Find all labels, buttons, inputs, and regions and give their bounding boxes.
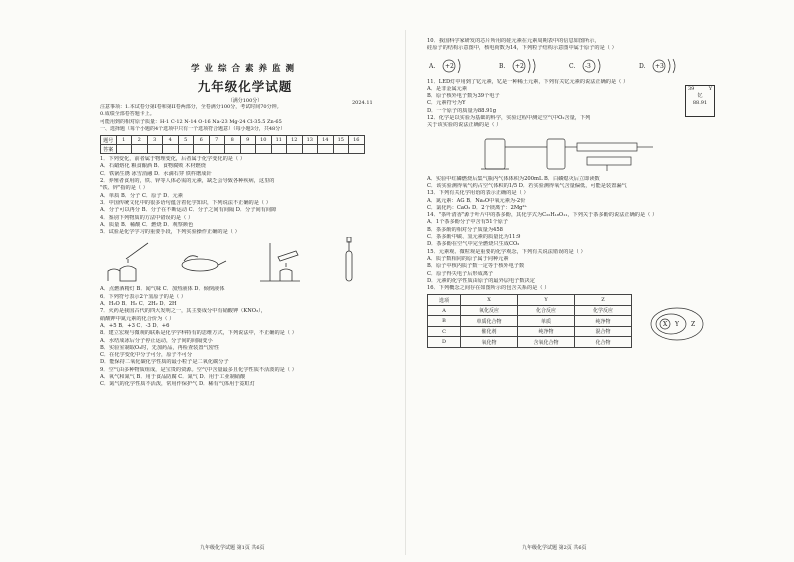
answer-number: 5 bbox=[178, 136, 194, 145]
question-line: A．质子数相同的原子属于同种元素 bbox=[427, 255, 509, 262]
question-line: A．氮元素：AG B．Na₂O中氧元素为-2价 bbox=[427, 197, 526, 204]
answer-table-label: 题号 bbox=[101, 136, 117, 145]
answer-cell[interactable] bbox=[271, 145, 287, 154]
answer-cell[interactable] bbox=[349, 145, 365, 154]
element-symbol: Y bbox=[708, 85, 712, 92]
questions-12-16 bbox=[427, 176, 717, 293]
question-line: 硅原子的结构示意图中，核电荷数为14，下列粒子结构示意图中属于原子的是（ ） bbox=[427, 45, 617, 52]
answer-cell[interactable] bbox=[194, 145, 210, 154]
answer-number: 1 bbox=[116, 136, 132, 145]
element-number: 39 bbox=[688, 85, 695, 92]
question-line: C．元素符号为Y bbox=[427, 100, 466, 107]
question-line: 2．养殖者食用的，铁、锌等人体必需的元素，缺乏会导致各种疾病，这里的 bbox=[100, 178, 275, 185]
question-line: C．该实验测得氧气约占空气体积的1/5 D．若实验测得氧气含量偏低，可能是装置漏气 bbox=[427, 182, 627, 189]
right-page bbox=[427, 38, 717, 553]
table-header-cell: Z bbox=[575, 295, 632, 306]
question-line: 8．建立宏观与微观的联系是化学学科特有的思维方式，下列说法中，不正确的是（ ） bbox=[100, 330, 297, 337]
question-line: 14．"茶叶清香"源于叶片中的茶多酚，其化学式为C₂₂H₁₈O₁₁，下列关于茶多酚的说法正确的是（ ） bbox=[427, 212, 658, 219]
oxygen-experiment-apparatus bbox=[427, 131, 717, 175]
ion-charge: +2 bbox=[445, 62, 454, 70]
question-line: 关于该实验的说法正确的是（ ） bbox=[427, 122, 502, 129]
venn-diagram bbox=[647, 304, 707, 344]
question-line: 12．化学是以实验为基础的科学，实验过程中测定空气中O₂含量，下列 bbox=[427, 115, 591, 122]
questions-1-5 bbox=[100, 156, 390, 236]
ion-charge: +3 bbox=[655, 62, 664, 70]
answer-number: 4 bbox=[163, 136, 179, 145]
question-line: C．氮气的化学性质不活泼，常用作保护气 D．稀有气体用于霓虹灯 bbox=[100, 381, 256, 388]
right-page-footer: 九年级化学试题 第2页 共6页 bbox=[522, 545, 587, 551]
question-line: "铁、锌"指的是（ ） bbox=[100, 185, 148, 192]
table-cell: A bbox=[428, 305, 461, 316]
question-line: A．石蜡熔化 粮食酿酒 B．食物腐败 木材燃烧 bbox=[100, 163, 206, 170]
answer-number: 6 bbox=[194, 136, 210, 145]
answer-cell[interactable] bbox=[287, 145, 303, 154]
answer-number: 12 bbox=[287, 136, 303, 145]
answer-cell[interactable] bbox=[132, 145, 148, 154]
ion-charge: -3 bbox=[585, 62, 591, 70]
table-cell: 化合反应 bbox=[518, 305, 575, 316]
answer-cell[interactable] bbox=[178, 145, 194, 154]
atomic-masses: 可能用到的相对原子质量：H-1 C-12 N-14 O-16 Na-23 Mg-24 Cl-35.5 Zn-65 bbox=[100, 118, 282, 125]
element-card-top bbox=[686, 86, 714, 93]
question-line: 7．火药是我国古代的四大发明之一，其主要成分中有硝酸钾（KNO₃）， bbox=[100, 308, 266, 315]
table-cell: 纯净物 bbox=[575, 316, 632, 327]
ion-charge: +2 bbox=[515, 62, 524, 70]
question-line: B．原子中核内质子数一定等于核外电子数 bbox=[427, 263, 525, 270]
question-line: 3．中国传统文化中的很多语句蕴含着化学知识，下列说法不正确的是（ ） bbox=[100, 199, 271, 206]
answer-cell[interactable] bbox=[163, 145, 179, 154]
answer-number: 15 bbox=[333, 136, 349, 145]
section-one-heading: 一、选择题（每个小题的4个选项中只有一个选项符合题意）（每小题3分，共48分） bbox=[100, 125, 286, 132]
table-row bbox=[428, 316, 632, 327]
answer-number: 16 bbox=[349, 136, 365, 145]
question-line: A．分子可以再分 B．分子在不断运动 C．分子之间有间隔 D．分子间有间隙 bbox=[100, 207, 277, 214]
answer-cell[interactable] bbox=[333, 145, 349, 154]
question-16-block bbox=[427, 294, 717, 348]
question-line: 9．空气由多种物质组成，是宝贵的资源。空气中含量最多且化学性质不活泼的是（ ） bbox=[100, 366, 297, 373]
question-line: 4．鉴别下列物质的方法中错误的是（ ） bbox=[100, 214, 194, 221]
table-cell: 催化剂 bbox=[461, 326, 518, 337]
answer-number: 2 bbox=[132, 136, 148, 145]
question-line: C．在化学变化中分子可分，原子不可分 bbox=[100, 352, 193, 359]
answer-number: 13 bbox=[302, 136, 318, 145]
question-line: B．实验室制取O₂时，先加药品，再检查装置气密性 bbox=[100, 344, 220, 351]
question-line: 硝酸钾中氮元素的化合价为（ ） bbox=[100, 315, 175, 322]
question-line: A．质量 B．稀酸 C．燃烧 D．观察颜色 bbox=[100, 221, 194, 228]
table-cell: C bbox=[428, 326, 461, 337]
notes-line-2: 0.成绩全部卷答题卡上。 bbox=[100, 111, 155, 118]
answer-number: 9 bbox=[240, 136, 256, 145]
answer-number: 7 bbox=[209, 136, 225, 145]
table-header-row bbox=[428, 295, 632, 306]
question-line: A．+5 B．+3 C．-3 D．+6 bbox=[100, 322, 170, 329]
question-line: D．茶多酚在空气中完全燃烧只生成CO₂ bbox=[427, 241, 520, 248]
table-cell: 含氧化合物 bbox=[518, 337, 575, 348]
question-line: 11．LED灯中用到了钇元素，钇是一种稀土元素，下列有关钇元素的说法正确的是（ ） bbox=[427, 78, 629, 85]
left-page bbox=[100, 38, 390, 553]
table-cell: B bbox=[428, 316, 461, 327]
question-line: D．一个原子的质量为88.91g bbox=[427, 107, 497, 114]
table-row bbox=[428, 305, 632, 316]
ion-option-label: B. bbox=[499, 62, 506, 70]
question-line: D．能保持二氧化碳化学性质的最小粒子是二氧化碳分子 bbox=[100, 359, 229, 366]
table-cell: D bbox=[428, 337, 461, 348]
ion-option-label: A. bbox=[429, 62, 436, 70]
table-header-cell: Y bbox=[518, 295, 575, 306]
table-cell: 单质 bbox=[518, 316, 575, 327]
atom-structure-diagrams bbox=[427, 53, 717, 79]
venn-label-z: Z bbox=[691, 321, 696, 329]
table-header-cell: X bbox=[461, 295, 518, 306]
table-cell: 混合物 bbox=[575, 326, 632, 337]
question-line: A．1个茶多酚分子中含有51个原子 bbox=[427, 219, 509, 226]
exam-title: 九年级化学试题 bbox=[197, 79, 293, 94]
answer-number: 8 bbox=[225, 136, 241, 145]
oxygen-experiment-figure bbox=[427, 131, 717, 175]
question-line: A．实验中红磷燃烧后集气瓶内气体体积为200mL B．白磷熄灭后立即读数 bbox=[427, 175, 600, 182]
question-line: C．原子得失电子后形成离子 bbox=[427, 270, 494, 277]
answer-row-label: 答案 bbox=[101, 145, 117, 154]
answer-number: 3 bbox=[147, 136, 163, 145]
left-page-footer: 九年级化学试题 第1页 共6页 bbox=[200, 545, 265, 551]
question-line: C．茶多酚中碳、氢元素的质量比为11:9 bbox=[427, 234, 521, 241]
exam-series-title: 学业综合素养监测 bbox=[190, 64, 299, 74]
table-cell: 单质化合物 bbox=[461, 316, 518, 327]
question-line: A．氧气和氮气 B．用于食品防腐 C．氮气 D．用于工业制硝酸 bbox=[100, 374, 246, 381]
question-line: B．茶多酚的相对分子质量为458 bbox=[427, 226, 503, 233]
score-note: （满分100分） bbox=[227, 98, 263, 104]
answer-cell[interactable] bbox=[147, 145, 163, 154]
question-line: 16．下列概念之间存在如图所示的包含关系的是（ ） bbox=[427, 285, 550, 292]
answer-number: 14 bbox=[318, 136, 334, 145]
element-card-yttrium bbox=[685, 85, 715, 117]
answer-cell[interactable] bbox=[256, 145, 272, 154]
question-line: C．氯化钙：CaO₂ D．2个镁离子：2Mg²⁺ bbox=[427, 204, 528, 211]
atom-structure-options bbox=[427, 53, 717, 79]
ion-option-label: C. bbox=[569, 62, 576, 70]
table-cell: 化学反应 bbox=[575, 305, 632, 316]
lab-operations-figure bbox=[100, 237, 390, 285]
question-line: A．单质 B．分子 C．原子 D．元素 bbox=[100, 192, 183, 199]
table-row bbox=[428, 337, 632, 348]
element-name: 钇 bbox=[697, 92, 703, 99]
question-line: 5．试验是化学学习的重要手段，下列实验操作正确的是（ ） bbox=[100, 229, 240, 236]
venn-label-x: X bbox=[663, 321, 668, 329]
exam-date: 2024.11 bbox=[352, 100, 373, 106]
answer-cell[interactable] bbox=[225, 145, 241, 154]
fold-line bbox=[405, 30, 406, 555]
ion-option-label: D. bbox=[639, 62, 646, 70]
answer-table-number-row bbox=[101, 136, 365, 145]
table-header-cell: 选项 bbox=[428, 295, 461, 306]
notes-line-1: 注意事项：1.本试卷分第I卷和第II卷两部分，全卷满分100分，考试时间70分钟。 bbox=[100, 104, 282, 110]
question-line: A．H₂O B．H₂ C．2H₂ D．2H bbox=[100, 301, 177, 308]
answer-cell[interactable] bbox=[240, 145, 256, 154]
answer-number: 11 bbox=[271, 136, 287, 145]
question-line: B．原子核外电子数为39个电子 bbox=[427, 93, 500, 100]
answer-number: 10 bbox=[256, 136, 272, 145]
question-line: D．元素的化学性质由原子的最外层电子数决定 bbox=[427, 277, 535, 284]
questions-5-9 bbox=[100, 286, 390, 388]
table-cell: 氧化物 bbox=[461, 337, 518, 348]
question-line: A．是非金属元素 bbox=[427, 85, 468, 92]
answer-cell[interactable] bbox=[116, 145, 132, 154]
question-line: 1．下列变化，前者属于物理变化，后者属于化学变化的是（ ） bbox=[100, 156, 246, 163]
question-line: 6．下列符号表示2个氢原子的是（ ） bbox=[100, 293, 187, 300]
table-row bbox=[428, 326, 632, 337]
lab-operations-illustration bbox=[100, 237, 390, 285]
answer-cell[interactable] bbox=[318, 145, 334, 154]
element-mass: 88.91 bbox=[692, 99, 708, 106]
question-11-block bbox=[427, 79, 717, 115]
table-cell: 氧化反应 bbox=[461, 305, 518, 316]
venn-label-y: Y bbox=[675, 321, 679, 329]
question-line: 13．下列有关化学用语的表示正确的是（ ） bbox=[427, 190, 529, 197]
table-cell: 化合物 bbox=[575, 337, 632, 348]
question-line: C．铁锅生锈 冰雪消融 D．水滴石穿 铁杵磨成针 bbox=[100, 170, 212, 177]
answer-cell[interactable] bbox=[302, 145, 318, 154]
answer-cell[interactable] bbox=[209, 145, 225, 154]
question-line: A．水结成冰后分子停止运动，分子间的间隔变小 bbox=[100, 337, 213, 344]
answer-table bbox=[100, 135, 365, 154]
answer-table-answer-row bbox=[101, 145, 365, 154]
concept-relation-table bbox=[427, 294, 632, 348]
question-line: 10．我国科学家研发的芯片所用的硅元素在元素周期表中的信息如图所示， bbox=[427, 38, 600, 44]
table-cell: 纯净物 bbox=[518, 326, 575, 337]
question-line: A．点燃酒精灯 B．闻气味 C．加热液体 D．倾倒液体 bbox=[100, 286, 225, 293]
question-line: 15．元素观、微粒观是重要的化学观念，下列有关说法错误的是（ ） bbox=[427, 248, 586, 255]
